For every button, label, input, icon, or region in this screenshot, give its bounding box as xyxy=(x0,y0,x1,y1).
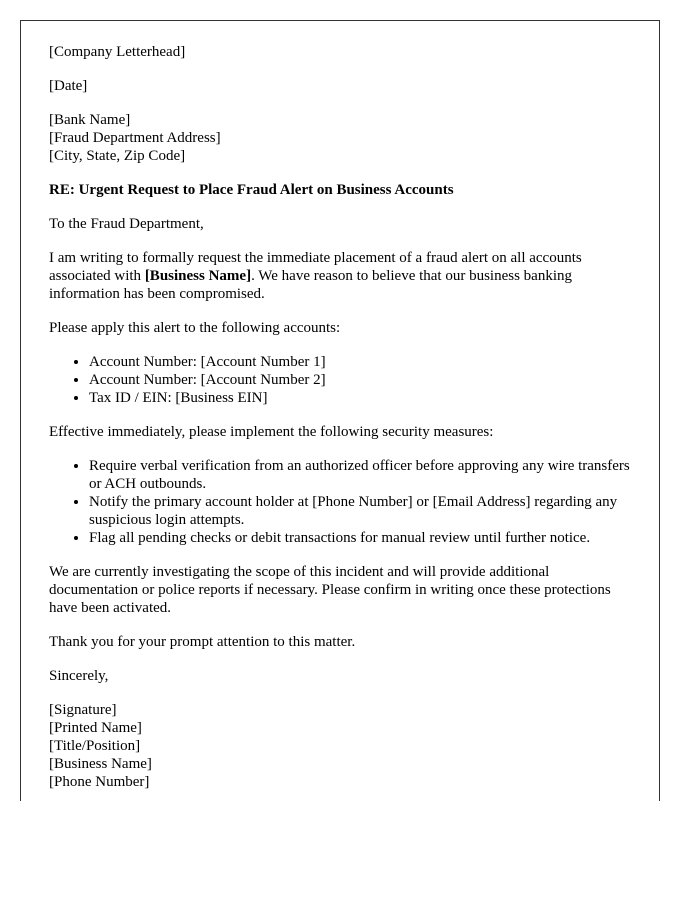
accounts-list xyxy=(49,353,639,407)
intro-text-before: I am writing to formally request the immediate placement of a fraud alert on all accounts associated with xyxy=(49,250,582,284)
signer-business-name: [Business Name] xyxy=(49,756,152,772)
recipient-address xyxy=(49,111,639,165)
title-position: [Title/Position] xyxy=(49,738,141,754)
signature: [Signature] xyxy=(49,702,117,718)
recipient-department-address: [Fraud Department Address] xyxy=(49,130,221,146)
printed-name: [Printed Name] xyxy=(49,720,142,736)
recipient-bank-name: [Bank Name] xyxy=(49,112,131,128)
account-item: • Account Number: [Account Number 1] xyxy=(89,353,639,371)
measure-item: • Require verbal verification from an authorized officer before approving any wire transfers or ACH outbounds. xyxy=(89,457,639,493)
accounts-lead: Please apply this alert to the following accounts: xyxy=(49,320,341,336)
intro-text-after: . We have reason to believe that our business banking information has been compromised. xyxy=(49,268,573,302)
closing: Sincerely, xyxy=(49,668,109,684)
subject-line: RE: Urgent Request to Place Fraud Alert on Business Accounts xyxy=(49,182,454,198)
intro-business-name: [Business Name] xyxy=(144,268,252,284)
company-letterhead: [Company Letterhead] xyxy=(49,44,186,60)
measures-list xyxy=(49,457,639,547)
measure-item: • Notify the primary account holder at [Phone Number] or [Email Address] regarding any suspicious login attempts. xyxy=(89,493,639,529)
intro-paragraph xyxy=(49,249,639,303)
account-item: • Account Number: [Account Number 2] xyxy=(89,371,639,389)
signature-block xyxy=(49,701,639,791)
letter-content xyxy=(49,43,639,801)
salutation: To the Fraud Department, xyxy=(49,216,204,232)
account-item: • Tax ID / EIN: [Business EIN] xyxy=(89,389,639,407)
signer-phone-number: [Phone Number] xyxy=(49,774,150,790)
thanks-paragraph: Thank you for your prompt attention to this matter. xyxy=(49,634,356,650)
letter-date: [Date] xyxy=(49,78,88,94)
measures-lead: Effective immediately, please implement the following security measures: xyxy=(49,424,494,440)
recipient-city-state-zip: [City, State, Zip Code] xyxy=(49,148,186,164)
investigation-paragraph: We are currently investigating the scope of this incident and will provide additional documentation or police reports if necessary. Please confirm in writing once these protections have been activated. xyxy=(49,564,611,616)
letter-page xyxy=(20,20,660,801)
measure-item: • Flag all pending checks or debit transactions for manual review until further notice. xyxy=(89,529,639,547)
